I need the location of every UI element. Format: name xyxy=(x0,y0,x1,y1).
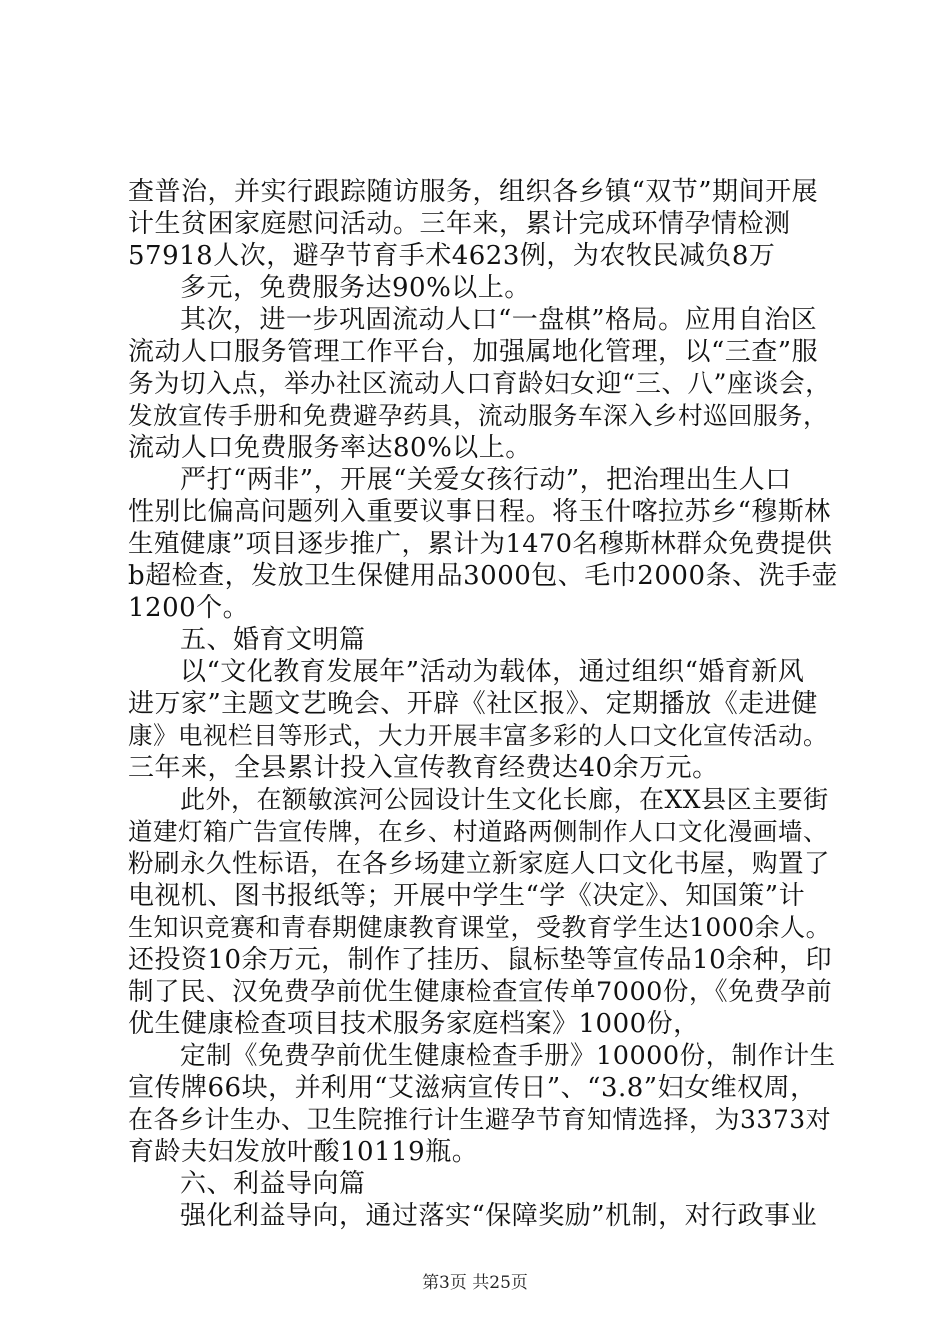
paragraph-start: 此外，在额敏滨河公园设计生文化长廊，在XX县区主要街 xyxy=(180,785,829,814)
body-line: 生知识竞赛和青春期健康教育课堂，受教育学生达1000余人。 xyxy=(128,913,832,942)
paragraph-start: 其次，进一步巩固流动人口“一盘棋”格局。应用自治区 xyxy=(180,305,818,335)
body-line: 电视机、图书报纸等；开展中学生“学《决定》、知国策”计 xyxy=(128,881,806,911)
body-line: 制了民、汉免费孕前优生健康检查宣传单7000份，《免费孕前 xyxy=(128,977,833,1007)
body-line: 在各乡计生办、卫生院推行计生避孕节育知情选择，为3373对 xyxy=(128,1105,832,1134)
body-line: 道建灯箱广告宣传牌，在乡、村道路两侧制作人口文化漫画墙、 xyxy=(128,817,828,846)
body-line: 性别比偏高问题列入重要议事日程。将玉什喀拉苏乡“穆斯林 xyxy=(128,497,831,527)
paragraph-start: 强化利益导向，通过落实“保障奖励”机制，对行政事业 xyxy=(180,1201,818,1231)
body-line: 生殖健康”项目逐步推广，累计为1470名穆斯林群众免费提供 xyxy=(128,529,833,559)
body-line: 康》电视栏目等形式，大力开展丰富多彩的人口文化宣传活动。 xyxy=(128,721,828,750)
body-line: 计生贫困家庭慰问活动。三年来，累计完成环情孕情检测 xyxy=(128,209,791,239)
body-line: 多元，免费服务达90%以上。 xyxy=(180,273,531,303)
body-line: 宣传牌66块，并利用“艾滋病宣传日”、“3.8”妇女维权周， xyxy=(128,1073,817,1103)
paragraph-start: 严打“两非”，开展“关爱女孩行动”，把治理出生人口 xyxy=(180,465,792,495)
body-line: 育龄夫妇发放叶酸10119瓶。 xyxy=(128,1137,479,1167)
body-line: 务为切入点，举办社区流动人口育龄妇女迎“三、八”座谈会， xyxy=(128,369,832,399)
body-line: 发放宣传手册和免费避孕药具，流动服务车深入乡村巡回服务， xyxy=(128,401,828,430)
paragraph-start: 定制《免费孕前优生健康检查手册》10000份，制作计生 xyxy=(180,1041,836,1071)
section-heading: 六、利益导向篇 xyxy=(180,1169,366,1199)
body-line: 流动人口免费服务率达80%以上。 xyxy=(128,433,532,463)
page-number-footer: 第3页 共25页 xyxy=(422,1273,528,1293)
body-line: 粉刷永久性标语，在各乡场建立新家庭人口文化书屋，购置了 xyxy=(128,849,831,879)
body-line: 三年来，全县累计投入宣传教育经费达40余万元。 xyxy=(128,753,719,783)
section-heading: 五、婚育文明篇 xyxy=(180,625,366,655)
body-line: 还投资10余万元，制作了挂历、鼠标垫等宣传品10余种，印 xyxy=(128,945,833,975)
body-line: 流动人口服务管理工作平台，加强属地化管理，以“三查”服 xyxy=(128,337,819,367)
body-line: 1200个。 xyxy=(128,593,250,623)
body-line: 查普治，并实行跟踪随访服务，组织各乡镇“双节”期间开展 xyxy=(128,177,819,207)
body-line: b超检查，发放卫生保健用品3000包、毛巾2000条、洗手壶 xyxy=(128,561,838,591)
body-line: 进万家”主题文艺晚会、开辟《社区报》、定期播放《走进健 xyxy=(128,689,818,719)
paragraph-start: 以“文化教育发展年”活动为载体，通过组织“婚育新风 xyxy=(180,657,805,687)
body-line: 57918人次，避孕节育手术4623例，为农牧民减负8万 xyxy=(128,241,776,271)
body-line: 优生健康检查项目技术服务家庭档案》1000份， xyxy=(128,1009,700,1039)
